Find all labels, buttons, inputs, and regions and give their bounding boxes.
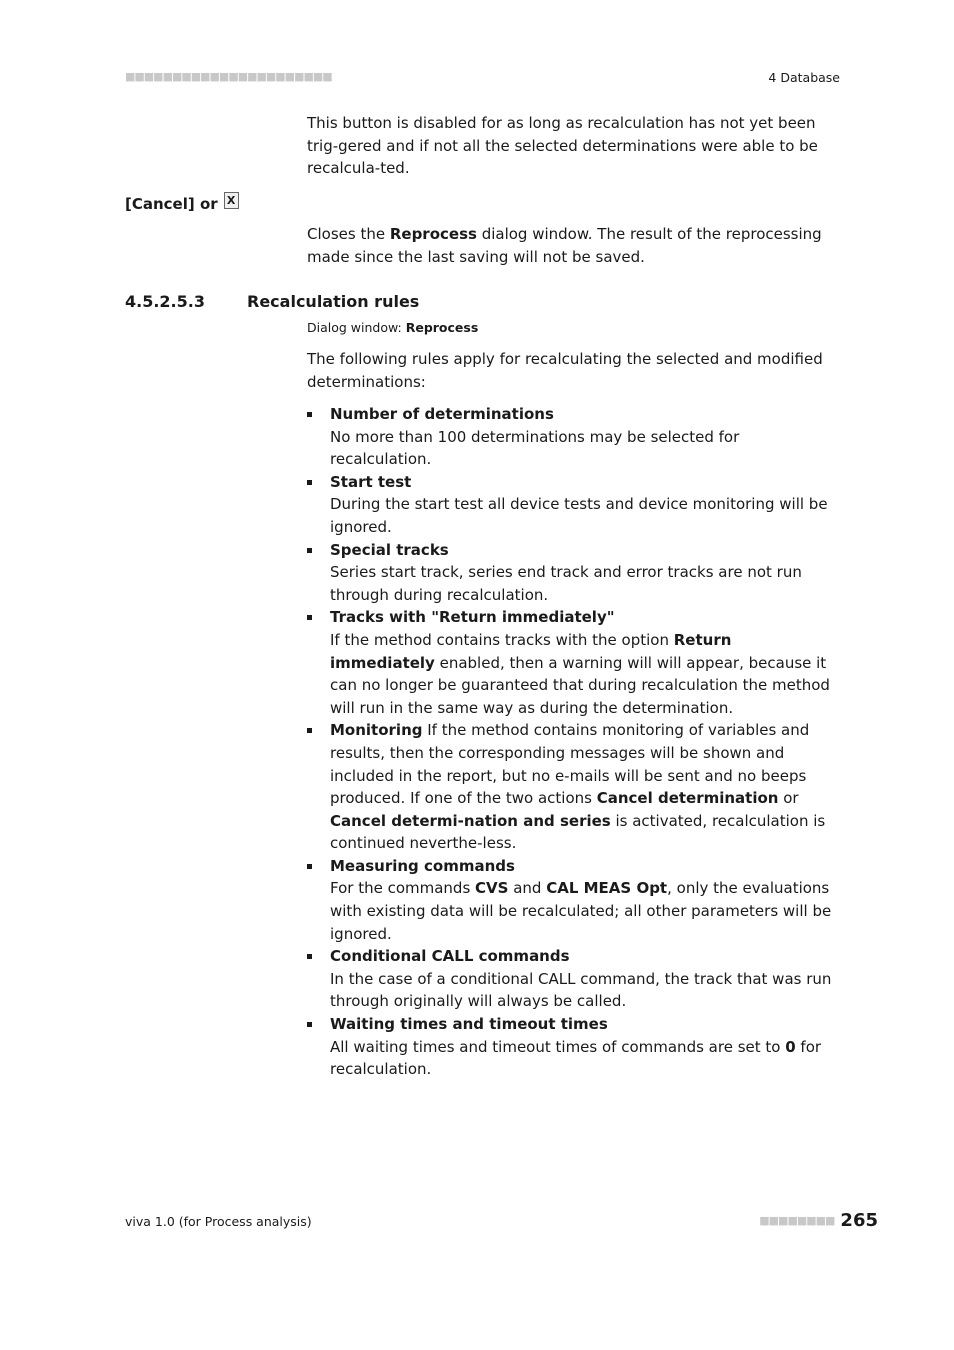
section-heading	[125, 292, 419, 311]
rule-title: Special tracks	[330, 540, 449, 559]
footer-product: viva 1.0 (for Process analysis)	[125, 1214, 312, 1229]
rule-title: Measuring commands	[330, 856, 515, 875]
list-item	[307, 606, 839, 719]
rule-text: All waiting times and timeout times of commands are set to 0 for recalculation.	[330, 1037, 822, 1079]
rule-text: For the commands CVS and CAL MEAS Opt, only the evaluations with existing data will be recalculated; all other parameters will be ignored.	[330, 879, 832, 943]
rule-title: Conditional CALL commands	[330, 947, 570, 966]
list-item	[307, 471, 839, 539]
footer-decoration-dots: ■■■■■■■■	[759, 1214, 835, 1227]
section-intro	[307, 348, 839, 393]
list-item	[307, 945, 839, 1013]
close-icon: X	[224, 192, 239, 209]
rule-text: Series start track, series end track and error tracks are not run through during recalculation.	[330, 563, 802, 604]
cancel-term	[125, 195, 239, 213]
rule-text: No more than 100 determinations may be selected for recalculation.	[330, 427, 740, 469]
rule-title: Monitoring	[330, 721, 423, 740]
intro-paragraph	[307, 112, 839, 180]
list-item	[307, 1013, 839, 1081]
rules-list-container	[307, 403, 839, 1081]
cancel-term-label: [Cancel] or	[125, 195, 218, 213]
list-item	[307, 719, 839, 855]
section-intro-text: The following rules apply for recalculating the selected and modified determinations:	[307, 350, 823, 391]
rule-title: Number of determinations	[330, 405, 554, 423]
rule-text: If the method contains tracks with the option Return immediately enabled, then a warning will will appear, because it can no longer be guaranteed that during recalculation the method will run in the same way as during the determination.	[330, 630, 830, 717]
rule-title: Tracks with "Return immediately"	[330, 608, 615, 627]
rule-text: During the start test all device tests and device monitoring will be ignored.	[330, 495, 828, 536]
header-decoration-dots: ■■■■■■■■■■■■■■■■■■■■■■	[125, 70, 332, 83]
list-item	[307, 855, 839, 945]
dialog-name: Reprocess	[405, 320, 479, 335]
section-number: 4.5.2.5.3	[125, 292, 205, 311]
section-title: Recalculation rules	[247, 292, 420, 311]
list-item	[307, 539, 839, 607]
chapter-header: 4 Database	[768, 70, 840, 85]
page-number: 265	[840, 1210, 878, 1231]
cancel-description	[307, 223, 839, 268]
list-item	[307, 403, 839, 471]
rules-list	[307, 403, 839, 1081]
reprocess-bold: Reprocess	[389, 225, 477, 243]
rule-title: Waiting times and timeout times	[330, 1015, 608, 1034]
rule-text: In the case of a conditional CALL command, the track that was run through originally will always be called.	[330, 969, 832, 1011]
footer-page	[759, 1210, 878, 1231]
rule-title: Start test	[330, 472, 412, 491]
cancel-desc-text: Closes the Reprocess dialog window. The result of the reprocessing made since the last saving will not be saved.	[307, 225, 822, 266]
dialog-reference: Dialog window: Reprocess	[307, 320, 479, 335]
rule-text: Monitoring If the method contains monitoring of variables and results, then the corresponding messages will be shown and included in the report, but no e-mails will be sent and no beeps produced. If one of the two actions Cancel determination or Cancel determi-nation and series is activated, recalculation is continued neverthe-less.	[330, 721, 826, 853]
intro-text: This button is disabled for as long as recalculation has not yet been trig-gered and if not all the selected determinations were able to be recalcula-ted.	[307, 114, 818, 178]
